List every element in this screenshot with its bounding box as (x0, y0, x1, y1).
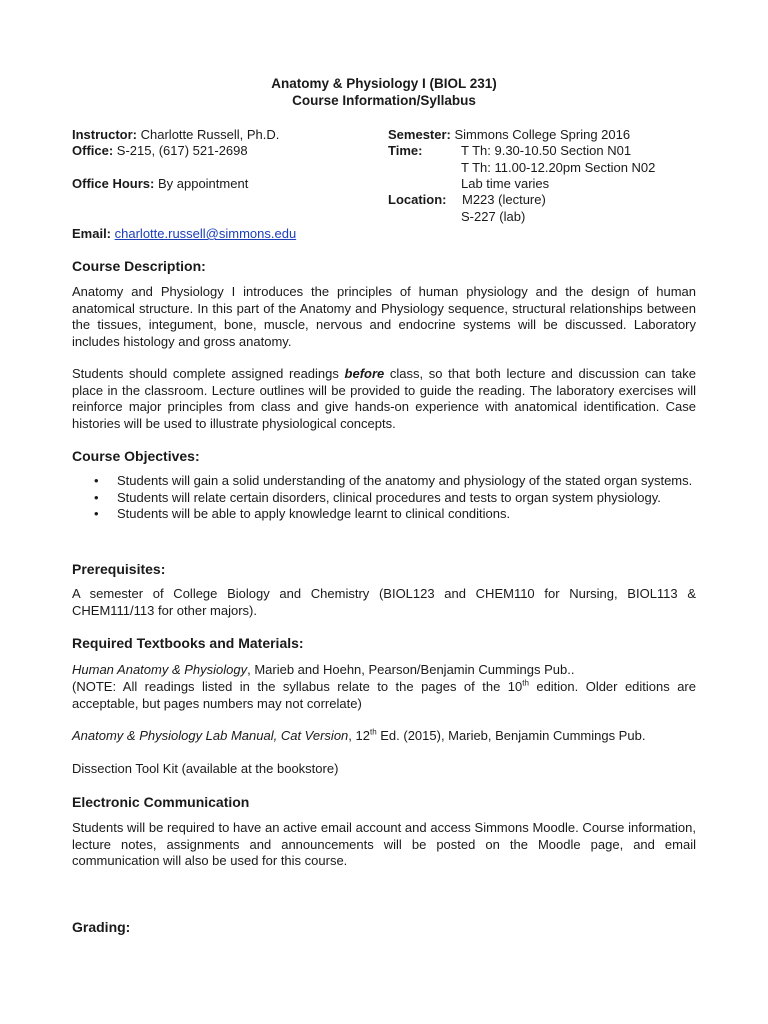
list-item (72, 473, 696, 490)
email-label: Email: (72, 226, 112, 241)
textbook-2-superscript: th (369, 727, 377, 737)
electronic-text: Students will be required to have an active email account and access Simmons Moodle. Course information, lecture notes, assignments and announcements will be posted on the Moodle page, and email communication will also be used for this course. (72, 820, 696, 869)
objectives-list (72, 473, 696, 523)
para2-text-end: class, so that both lecture and discussion can take place in the classroom. Lecture outlines will be provided to guide the reading. The laboratory exercises will reinforce major principles from class and give hands-on experience with anatomical identification. Case histories will be used to illustrate physiological concepts. (72, 366, 696, 431)
note-text-start: (NOTE: All readings listed in the syllabus relate to the pages of the 10 (72, 679, 523, 694)
time-line-3: Lab time varies (461, 176, 550, 191)
prerequisites-text: A semester of College Biology and Chemistry (BIOL123 and CHEM110 for Nursing, BIOL113 & CHEM111/113 for other majors). (72, 586, 696, 618)
textbook-2-edition: , 12 (348, 728, 370, 743)
textbook-note (72, 679, 696, 712)
objective-text: Students will gain a solid understanding of the anatomy and physiology of the stated organ systems. (117, 473, 693, 488)
bullet-icon: • (94, 506, 99, 522)
textbooks-heading: Required Textbooks and Materials: (72, 635, 304, 651)
bullet-icon: • (94, 489, 99, 505)
email-line (72, 226, 296, 242)
textbook-2-details: Ed. (2015), Marieb, Benjamin Cummings Pub. (376, 728, 646, 743)
textbook-1-title: Human Anatomy & Physiology (72, 662, 248, 677)
description-heading: Course Description: (72, 258, 206, 274)
instructor-value: Charlotte Russell, Ph.D. (140, 127, 280, 142)
location-line-2: S-227 (lab) (461, 209, 526, 224)
location-line-1: M223 (lecture) (462, 192, 546, 207)
objectives-heading: Course Objectives: (72, 448, 200, 464)
textbook-2-title: Anatomy & Physiology Lab Manual, Cat Version (72, 728, 349, 743)
para2-text-start: Students should complete assigned readings (72, 366, 345, 381)
prerequisites-heading: Prerequisites: (72, 561, 166, 577)
office-hours-value: By appointment (157, 176, 249, 191)
course-subtitle: Course Information/Syllabus (292, 93, 476, 108)
note-text-end: edition. Older editions are acceptable, but pages numbers may not correlate) (72, 679, 696, 711)
textbook-2 (72, 728, 696, 745)
description-paragraph-1: Anatomy and Physiology I introduces the principles of human physiology and the design of human anatomical structure. In this part of the Anatomy and Physiology sequence, structural relationships between the tissues, integument, bone, muscle, nervous and endocrine systems will be discussed. Laboratory includes histology and gross anatomy. (72, 284, 696, 349)
textbook-1-details: , Marieb and Hoehn, Pearson/Benjamin Cummings Pub.. (247, 662, 575, 677)
grading-heading: Grading: (72, 919, 131, 935)
time-line-1: T Th: 9.30-10.50 Section N01 (461, 143, 632, 158)
semester-line (388, 127, 630, 143)
office-label: Office: (72, 143, 114, 158)
semester-value: Simmons College Spring 2016 (454, 127, 631, 142)
time-line-2: T Th: 11.00-12.20pm Section N02 (461, 160, 656, 175)
instructor-line (72, 127, 279, 143)
objective-text: Students will relate certain disorders, clinical procedures and tests to organ system physiology. (117, 489, 661, 505)
electronic-heading: Electronic Communication (72, 794, 250, 810)
office-value: S-215, (617) 521-2698 (116, 143, 248, 158)
course-title: Anatomy & Physiology I (BIOL 231) (271, 76, 497, 91)
objective-text: Students will be able to apply knowledge learnt to clinical conditions. (117, 506, 511, 522)
note-superscript: th (522, 678, 529, 688)
email-link[interactable]: charlotte.russell@simmons.edu (114, 226, 297, 241)
time-label: Time: (388, 143, 423, 158)
description-paragraph-2 (72, 366, 696, 432)
location-label: Location: (388, 192, 447, 207)
office-hours-label: Office Hours: (72, 176, 155, 191)
office-line (72, 143, 248, 159)
para2-emphasis: before (344, 366, 385, 381)
instructor-label: Instructor: (72, 127, 137, 142)
list-item (72, 506, 696, 523)
bullet-icon: • (94, 473, 99, 488)
toolkit-text: Dissection Tool Kit (available at the bookstore) (72, 761, 339, 776)
semester-label: Semester: (388, 127, 451, 142)
office-hours-line (72, 176, 248, 192)
textbook-1 (72, 662, 712, 679)
list-item (72, 490, 696, 507)
